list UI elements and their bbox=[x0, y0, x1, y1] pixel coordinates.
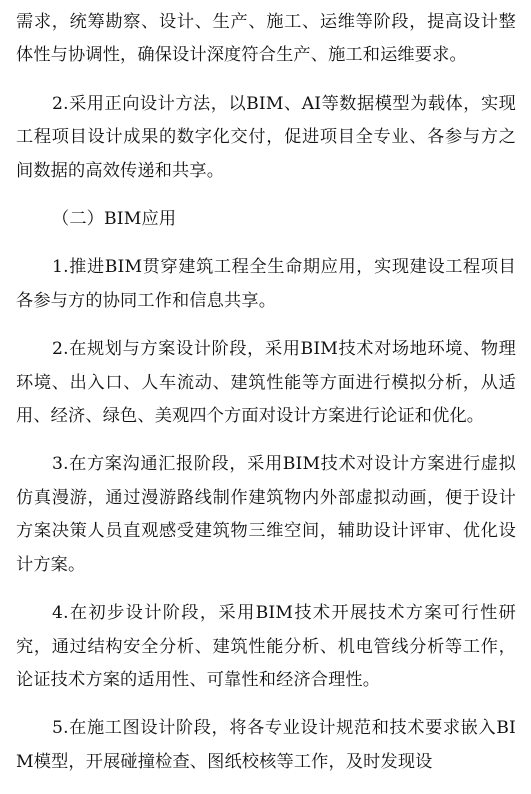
document-body bbox=[16, 6, 516, 779]
paragraph-bim-lifecycle: 1.推进BIM贯穿建筑工程全生命期应用，实现建设工程项目各参与方的协同工作和信息共享。 bbox=[16, 257, 516, 311]
paragraph-planning-stage: 2.在规划与方案设计阶段，采用BIM技术对场地环境、物理环境、出入口、人车流动、建筑性能等方面进行模拟分析，从适用、经济、绿色、美观四个方面对设计方案进行论证和优化。 bbox=[16, 339, 516, 427]
section-heading-bim-application: （二）BIM应用 bbox=[52, 209, 177, 230]
paragraph-continuation: 需求，统筹勘察、设计、生产、施工、运维等阶段，提高设计整体性与协调性，确保设计深度符合生产、施工和运维要求。 bbox=[16, 12, 516, 66]
paragraph-presentation-stage: 3.在方案沟通汇报阶段，采用BIM技术对设计方案进行虚拟仿真漫游，通过漫游路线制作建筑物内外部虚拟动画，便于设计方案决策人员直观感受建筑物三维空间，辅助设计评审、优化设计方案。 bbox=[16, 454, 516, 575]
paragraph-preliminary-design: 4.在初步设计阶段，采用BIM技术开展技术方案可行性研究，通过结构安全分析、建筑性能分析、机电管线分析等工作，论证技术方案的适用性、可靠性和经济合理性。 bbox=[16, 603, 516, 690]
paragraph-construction-drawing: 5.在施工图设计阶段，将各专业设计规范和技术要求嵌入BIM模型，开展碰撞检查、图纸校核等工作，及时发现设 bbox=[16, 718, 516, 772]
paragraph-forward-design: 2.采用正向设计方法，以BIM、AI等数据模型为载体，实现工程项目设计成果的数字化交付，促进项目全专业、各参与方之间数据的高效传递和共享。 bbox=[16, 93, 516, 181]
